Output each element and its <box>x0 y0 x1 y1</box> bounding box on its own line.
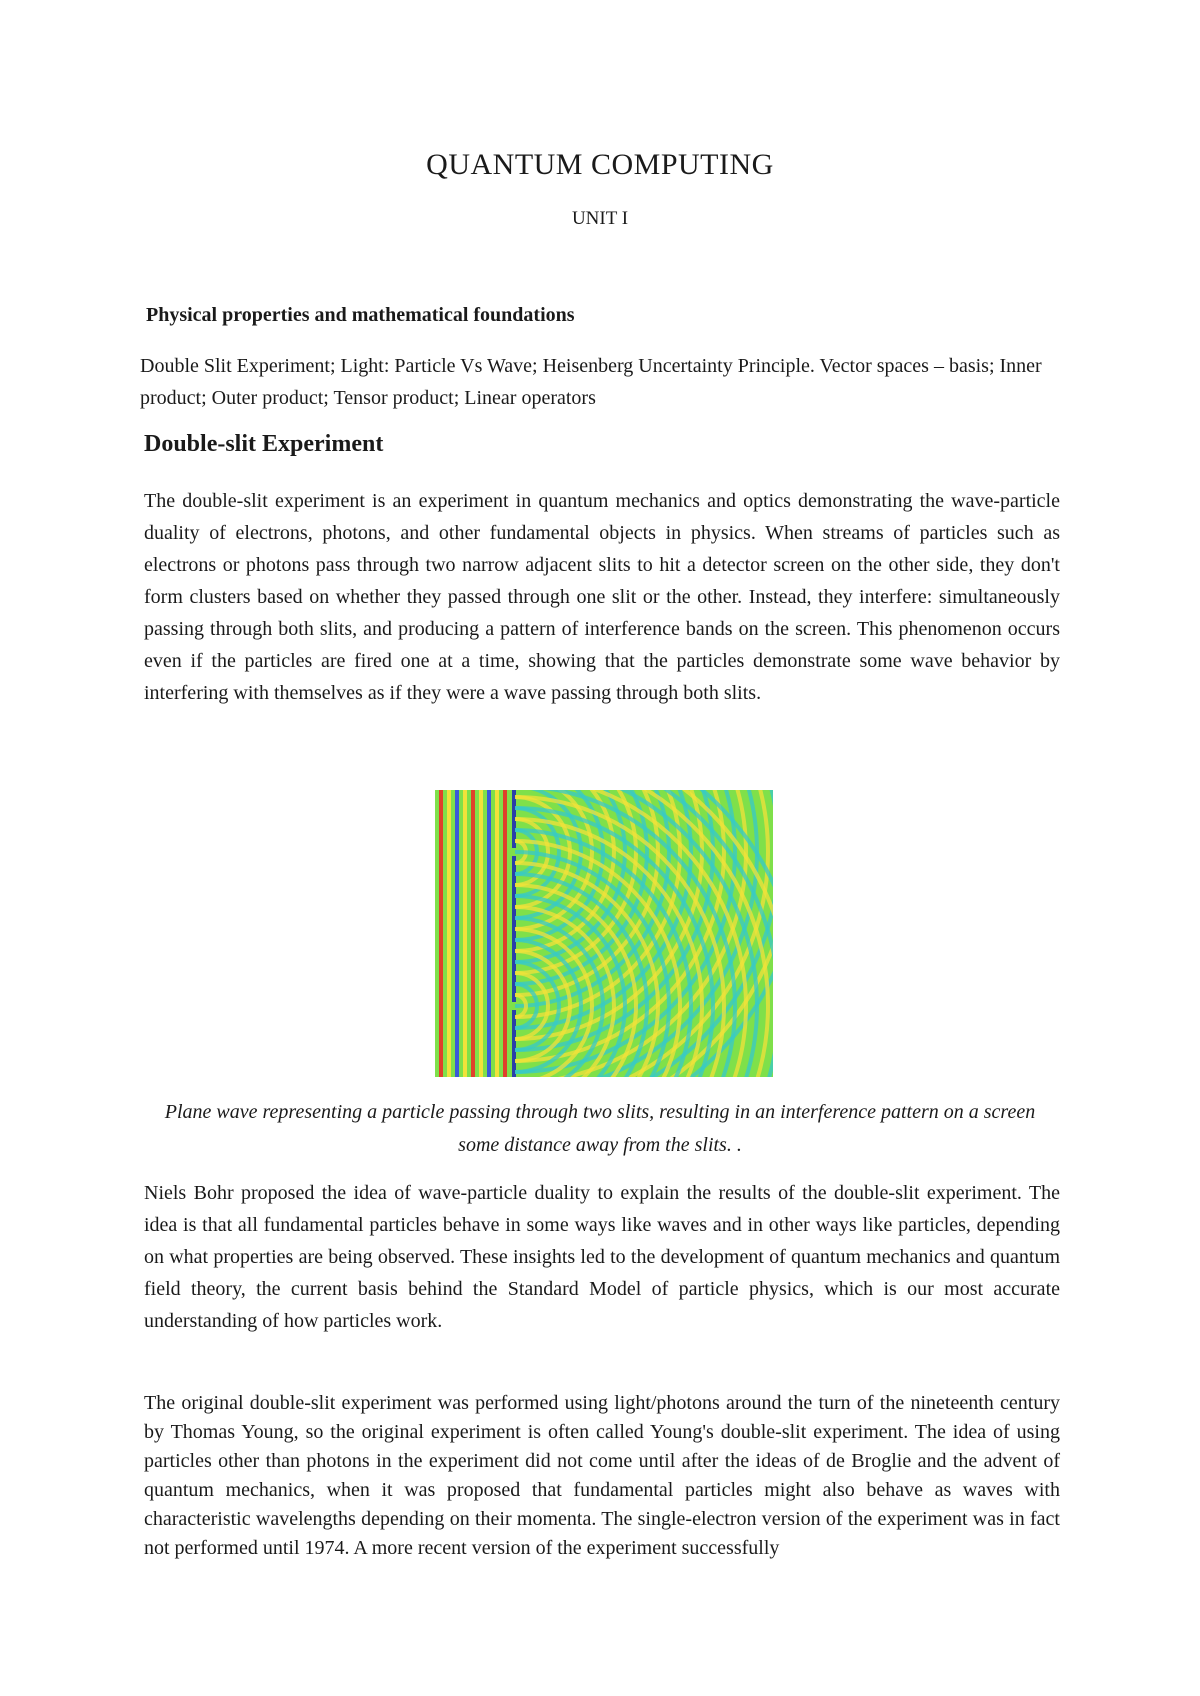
plane-wave-stripe <box>495 790 499 1077</box>
plane-wave-stripe <box>487 790 491 1077</box>
figure-caption: Plane wave representing a particle passing through two slits, resulting in an interference pattern on a screen some distance away from the slits. . <box>164 1101 1036 1156</box>
plane-wave-stripe <box>479 790 483 1077</box>
unit-label: UNIT I <box>571 208 629 229</box>
double-slit-interference-figure <box>435 790 773 1077</box>
plane-wave-stripe <box>439 790 443 1077</box>
paragraph-wave-particle-duality: Niels Bohr proposed the idea of wave-particle duality to explain the results of the double-slit experiment. The idea is that all fundamental particles behave in some ways like waves and in other ways like particles, depending on what properties are being observed. These insights led to the development of quantum mechanics and quantum field theory, the current basis behind the Standard Model of particle physics, which is our most accurate understanding of how particles work. <box>144 1182 1060 1332</box>
paragraph-history: The original double-slit experiment was performed using light/photons around the turn of the nineteenth century by Thomas Young, so the original experiment is often called Young's double-slit experiment. The idea of using particles other than photons in the experiment did not come until after the ideas of de Broglie and the advent of quantum mechanics, when it was proposed that fundamental particles might also behave as waves with characteristic wavelengths depending on their momenta. The single-electron version of the experiment was in fact not performed until 1974. A more recent version of the experiment successfully <box>144 1392 1060 1559</box>
plane-wave-stripe <box>447 790 451 1077</box>
plane-wave-stripe <box>503 790 507 1077</box>
paragraph-intro: The double-slit experiment is an experiment in quantum mechanics and optics demonstrating the wave-particle duality of electrons, photons, and other fundamental objects in physics. When streams of particles such as electrons or photons pass through two narrow adjacent slits to hit a detector screen on the other side, they don't form clusters based on whether they passed through one slit or the other. Instead, they interfere: simultaneously passing through both slits, and producing a pattern of interference bands on the screen. This phenomenon occurs even if the particles are fired one at a time, showing that the particles demonstrate some wave behavior by interfering with themselves as if they were a wave passing through both slits. <box>144 490 1060 704</box>
slit-barrier <box>512 790 516 1077</box>
syllabus-topics: Double Slit Experiment; Light: Particle Vs Wave; Heisenberg Uncertainty Principle. Vector spaces – basis; Inner product; Outer product; Tensor product; Linear operators <box>140 355 1042 409</box>
plane-wave-stripe <box>463 790 467 1077</box>
plane-wave-stripe <box>471 790 475 1077</box>
plane-wave-stripe <box>455 790 459 1077</box>
incident-plane-waves <box>439 790 507 1077</box>
section-title: Double-slit Experiment <box>144 431 384 457</box>
syllabus-subheading: Physical properties and mathematical foundations <box>146 304 575 326</box>
document-title: QUANTUM COMPUTING <box>426 148 774 181</box>
